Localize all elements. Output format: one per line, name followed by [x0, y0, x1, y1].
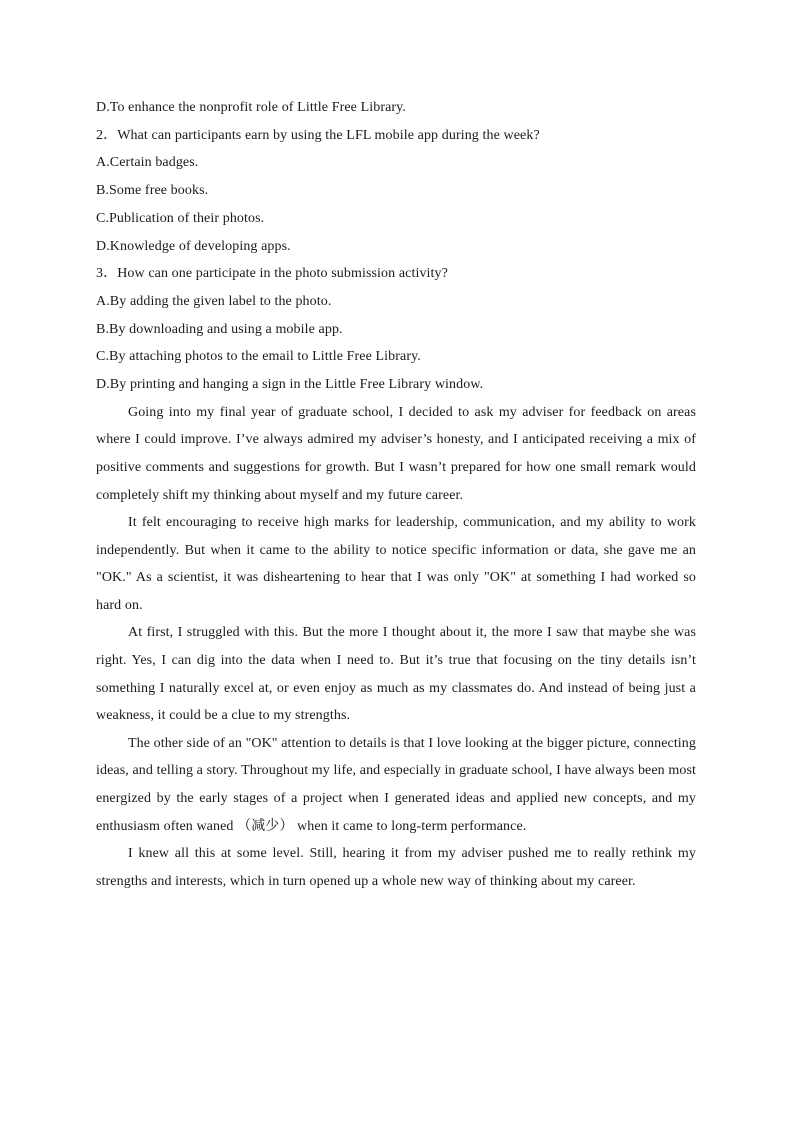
- question-2-option-d: D.Knowledge of developing apps.: [96, 238, 291, 254]
- option-d-prev: D.To enhance the nonprofit role of Little Free Library.: [96, 100, 406, 115]
- question-3-stem: 3．How can one participate in the photo submission activity?: [96, 266, 448, 282]
- passage-paragraph: It felt encouraging to receive high marks for leadership, communication, and my ability to work independently. But when it came to the ability to notice specific information or data, she gave me an "OK." As a scientist, it was disheartening to hear that I was only "OK" at something I had worked so hard on.: [96, 515, 696, 613]
- question-3-option-b: B.By downloading and using a mobile app.: [96, 321, 343, 337]
- document-page: [96, 94, 696, 895]
- passage-paragraph: At first, I struggled with this. But the more I thought about it, the more I saw that maybe she was right. Yes, I can dig into the data when I need to. But it’s true that focusing on the tiny details isn’t something I naturally excel at, or even enjoy as much as my classmates do. And instead of being just a weakness, it could be a clue to my strengths.: [96, 625, 696, 724]
- question-3-option-a: A.By adding the given label to the photo.: [96, 293, 332, 309]
- question-2-stem: 2．What can participants earn by using the LFL mobile app during the week?: [96, 127, 540, 143]
- question-2-option-b: B.Some free books.: [96, 183, 209, 199]
- question-3-option-c: C.By attaching photos to the email to Little Free Library.: [96, 349, 421, 365]
- question-3-option-d: D.By printing and hanging a sign in the Little Free Library window.: [96, 377, 484, 393]
- passage-paragraph: I knew all this at some level. Still, hearing it from my adviser pushed me to really rethink my strengths and interests, which in turn opened up a whole new way of thinking about my career.: [96, 846, 696, 889]
- question-2-option-c: C.Publication of their photos.: [96, 210, 265, 226]
- question-2-option-a: A.Certain badges.: [96, 155, 199, 171]
- passage-paragraph: The other side of an "OK" attention to details is that I love looking at the bigger picture, connecting ideas, and telling a story. Throughout my life, and especially in graduate school, I have always been most energized by the early stages of a project when I generated ideas and applied new concepts, and my enthusiasm often waned （减少） when it came to long-term performance.: [96, 735, 696, 834]
- passage-paragraph: Going into my final year of graduate school, I decided to ask my adviser for feedback on areas where I could improve. I’ve always admired my adviser’s honesty, and I anticipated receiving a mix of positive comments and suggestions for growth. But I wasn’t prepared for how one small remark would completely shift my thinking about myself and my future career.: [96, 404, 696, 503]
